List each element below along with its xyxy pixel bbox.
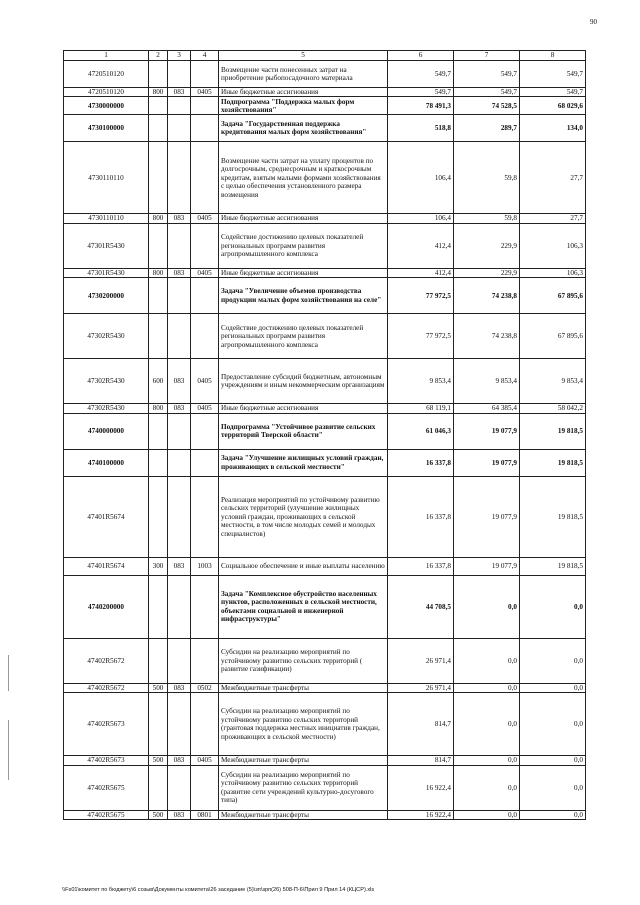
item-name-cell: Межбюджетные трансферты	[219, 683, 388, 692]
ministry-code-cell	[168, 223, 191, 268]
amount-col7-cell: 289,7	[454, 115, 520, 142]
column-header: 5	[219, 51, 388, 61]
expense-type-cell: 800	[149, 88, 168, 97]
table-row	[64, 683, 586, 692]
item-name-cell: Возмещение части затрат на уплату процентов по долгосрочным, среднесрочным и краткосрочным кредитам, взятым малыми формами хозяйствования с целью обеспечения установленного размера возмещения	[219, 142, 388, 214]
amount-col7-cell: 59,8	[454, 214, 520, 223]
amount-col6-cell: 77 972,5	[388, 278, 454, 314]
table-row	[64, 223, 586, 268]
section-code-cell	[191, 638, 219, 683]
expense-type-cell	[149, 142, 168, 214]
program-code-cell: 4720510120	[64, 61, 149, 88]
ministry-code-cell: 083	[168, 88, 191, 97]
column-header: 8	[520, 51, 586, 61]
ministry-code-cell	[168, 693, 191, 756]
section-code-cell: 0405	[191, 214, 219, 223]
amount-col6-cell: 9 853,4	[388, 359, 454, 404]
item-name-cell: Иные бюджетные ассигнования	[219, 268, 388, 277]
amount-col6-cell: 106,4	[388, 214, 454, 223]
section-code-cell	[191, 61, 219, 88]
column-header: 7	[454, 51, 520, 61]
file-path-footer: \\Fs01\комитет по бюджету\6 созыв\Документы комитета\26 заседание (5)\зп\зрп(26) 508-П-6\Прил 9 Прил 14 (КЦСР).xls	[62, 887, 375, 893]
ministry-code-cell	[168, 575, 191, 638]
amount-col6-cell: 412,4	[388, 223, 454, 268]
amount-col8-cell: 19 818,5	[520, 449, 586, 476]
item-name-cell: Задача "Увеличение объемов производства продукции малых форм хозяйствования на селе"	[219, 278, 388, 314]
amount-col7-cell: 64 385,4	[454, 404, 520, 413]
ministry-code-cell: 083	[168, 683, 191, 692]
table-row	[64, 314, 586, 359]
amount-col8-cell: 68 029,6	[520, 97, 586, 115]
program-code-cell: 4730110110	[64, 142, 149, 214]
expense-type-cell	[149, 97, 168, 115]
ministry-code-cell	[168, 97, 191, 115]
program-code-cell: 47302R5430	[64, 359, 149, 404]
amount-col8-cell: 67 895,6	[520, 278, 586, 314]
amount-col8-cell: 0,0	[520, 810, 586, 819]
program-code-cell: 47301R5430	[64, 223, 149, 268]
column-header: 6	[388, 51, 454, 61]
item-name-cell: Содействие достижению целевых показателей региональных программ развития агропромышленного комплекса	[219, 223, 388, 268]
amount-col6-cell: 814,7	[388, 756, 454, 765]
ministry-code-cell: 083	[168, 756, 191, 765]
ministry-code-cell: 083	[168, 810, 191, 819]
ministry-code-cell	[168, 142, 191, 214]
amount-col8-cell: 106,3	[520, 223, 586, 268]
section-code-cell: 0405	[191, 268, 219, 277]
amount-col6-cell: 814,7	[388, 693, 454, 756]
program-code-cell: 4730000000	[64, 97, 149, 115]
amount-col7-cell: 74 238,8	[454, 314, 520, 359]
ministry-code-cell	[168, 61, 191, 88]
table-row	[64, 278, 586, 314]
amount-col8-cell: 19 818,5	[520, 557, 586, 575]
table-row	[64, 693, 586, 756]
item-name-cell: Задача "Государственная поддержка кредитования малых форм хозяйствования"	[219, 115, 388, 142]
amount-col6-cell: 16 922,4	[388, 810, 454, 819]
expense-type-cell	[149, 638, 168, 683]
expense-type-cell	[149, 413, 168, 449]
table-row	[64, 404, 586, 413]
amount-col8-cell: 58 042,2	[520, 404, 586, 413]
amount-col7-cell: 19 077,9	[454, 557, 520, 575]
amount-col6-cell: 77 972,5	[388, 314, 454, 359]
amount-col6-cell: 61 046,3	[388, 413, 454, 449]
amount-col7-cell: 549,7	[454, 61, 520, 88]
ministry-code-cell: 083	[168, 404, 191, 413]
amount-col8-cell: 134,0	[520, 115, 586, 142]
amount-col8-cell: 19 818,5	[520, 413, 586, 449]
section-code-cell	[191, 449, 219, 476]
item-name-cell: Субсидии на реализацию мероприятий по устойчивому развитию сельских территорий ( развитие газификации)	[219, 638, 388, 683]
expense-type-cell	[149, 575, 168, 638]
expense-type-cell	[149, 765, 168, 810]
program-code-cell: 47402R5672	[64, 683, 149, 692]
program-code-cell: 4740100000	[64, 449, 149, 476]
amount-col7-cell: 19 077,9	[454, 476, 520, 557]
header-row	[64, 51, 586, 61]
ministry-code-cell: 083	[168, 557, 191, 575]
table-row	[64, 638, 586, 683]
ministry-code-cell: 083	[168, 359, 191, 404]
section-code-cell: 0801	[191, 810, 219, 819]
expense-type-cell: 600	[149, 359, 168, 404]
amount-col7-cell: 229,9	[454, 268, 520, 277]
amount-col6-cell: 16 922,4	[388, 765, 454, 810]
item-name-cell: Предоставление субсидий бюджетным, автономным учреждениям и иным некоммерческим организациям	[219, 359, 388, 404]
amount-col6-cell: 78 491,3	[388, 97, 454, 115]
program-code-cell: 4730110110	[64, 214, 149, 223]
item-name-cell: Иные бюджетные ассигнования	[219, 404, 388, 413]
amount-col7-cell: 0,0	[454, 756, 520, 765]
section-code-cell: 0502	[191, 683, 219, 692]
amount-col6-cell: 518,8	[388, 115, 454, 142]
amount-col7-cell: 19 077,9	[454, 449, 520, 476]
item-name-cell: Субсидии на реализацию мероприятий по устойчивому развитию сельских территорий (грантовая поддержка местных инициатив граждан, проживающих в сельской местности)	[219, 693, 388, 756]
amount-col7-cell: 0,0	[454, 575, 520, 638]
scan-margin-mark	[8, 655, 9, 691]
program-code-cell: 47302R5430	[64, 404, 149, 413]
ministry-code-cell	[168, 278, 191, 314]
table-row	[64, 268, 586, 277]
ministry-code-cell: 083	[168, 268, 191, 277]
item-name-cell: Реализация мероприятий по устойчивому развитию сельских территорий (улучшение жилищных условий граждан, проживающих в сельской местности, в том числе молодых семей и молодых специалистов)	[219, 476, 388, 557]
amount-col7-cell: 0,0	[454, 810, 520, 819]
amount-col6-cell: 68 119,1	[388, 404, 454, 413]
expense-type-cell: 300	[149, 557, 168, 575]
amount-col7-cell: 59,8	[454, 142, 520, 214]
table-row	[64, 413, 586, 449]
table-row	[64, 476, 586, 557]
section-code-cell: 0405	[191, 404, 219, 413]
amount-col7-cell: 19 077,9	[454, 413, 520, 449]
ministry-code-cell	[168, 638, 191, 683]
section-code-cell: 1003	[191, 557, 219, 575]
expense-type-cell	[149, 476, 168, 557]
item-name-cell: Социальное обеспечение и иные выплаты населению	[219, 557, 388, 575]
item-name-cell: Иные бюджетные ассигнования	[219, 88, 388, 97]
ministry-code-cell	[168, 765, 191, 810]
amount-col6-cell: 16 337,8	[388, 557, 454, 575]
amount-col7-cell: 0,0	[454, 638, 520, 683]
column-header: 4	[191, 51, 219, 61]
expense-type-cell: 500	[149, 683, 168, 692]
amount-col8-cell: 549,7	[520, 88, 586, 97]
section-code-cell: 0405	[191, 88, 219, 97]
ministry-code-cell	[168, 449, 191, 476]
amount-col7-cell: 74 528,5	[454, 97, 520, 115]
section-code-cell: 0405	[191, 359, 219, 404]
item-name-cell: Содействие достижению целевых показателей региональных программ развития агропромышленного комплекса	[219, 314, 388, 359]
item-name-cell: Возмещение части понесенных затрат на приобретение рыбопосадочного материала	[219, 61, 388, 88]
program-code-cell: 47302R5430	[64, 314, 149, 359]
item-name-cell: Иные бюджетные ассигнования	[219, 214, 388, 223]
amount-col8-cell: 0,0	[520, 683, 586, 692]
page-number: 90	[590, 18, 597, 26]
expense-type-cell: 500	[149, 756, 168, 765]
item-name-cell: Задача "Комплексное обустройство населенных пунктов, расположенных в сельской местности, объектами социальной и инженерной инфраструктуры"	[219, 575, 388, 638]
table-row	[64, 810, 586, 819]
expense-type-cell	[149, 61, 168, 88]
section-code-cell: 0405	[191, 756, 219, 765]
amount-col8-cell: 27,7	[520, 214, 586, 223]
amount-col6-cell: 549,7	[388, 88, 454, 97]
amount-col8-cell: 19 818,5	[520, 476, 586, 557]
amount-col6-cell: 16 337,8	[388, 476, 454, 557]
amount-col6-cell: 26 971,4	[388, 683, 454, 692]
item-name-cell: Межбюджетные трансферты	[219, 810, 388, 819]
expense-type-cell: 800	[149, 268, 168, 277]
amount-col6-cell: 106,4	[388, 142, 454, 214]
expense-type-cell	[149, 115, 168, 142]
table-row	[64, 97, 586, 115]
section-code-cell	[191, 142, 219, 214]
amount-col7-cell: 9 853,4	[454, 359, 520, 404]
section-code-cell	[191, 413, 219, 449]
amount-col6-cell: 26 971,4	[388, 638, 454, 683]
amount-col6-cell: 549,7	[388, 61, 454, 88]
expense-type-cell	[149, 223, 168, 268]
ministry-code-cell	[168, 314, 191, 359]
expense-type-cell: 800	[149, 404, 168, 413]
table-row	[64, 359, 586, 404]
amount-col7-cell: 229,9	[454, 223, 520, 268]
table-row	[64, 88, 586, 97]
program-code-cell: 4720510120	[64, 88, 149, 97]
expense-type-cell	[149, 314, 168, 359]
amount-col8-cell: 67 895,6	[520, 314, 586, 359]
section-code-cell	[191, 575, 219, 638]
section-code-cell	[191, 115, 219, 142]
expense-type-cell: 800	[149, 214, 168, 223]
table-row	[64, 61, 586, 88]
amount-col8-cell: 0,0	[520, 765, 586, 810]
column-header: 1	[64, 51, 149, 61]
program-code-cell: 4730100000	[64, 115, 149, 142]
table-row	[64, 142, 586, 214]
amount-col8-cell: 0,0	[520, 756, 586, 765]
program-code-cell: 4730200000	[64, 278, 149, 314]
program-code-cell: 4740200000	[64, 575, 149, 638]
table-row	[64, 765, 586, 810]
amount-col7-cell: 0,0	[454, 765, 520, 810]
amount-col7-cell: 549,7	[454, 88, 520, 97]
item-name-cell: Задача "Улучшение жилищных условий граждан, проживающих в сельской местности"	[219, 449, 388, 476]
table-row	[64, 449, 586, 476]
item-name-cell: Субсидии на реализацию мероприятий по устойчивому развитию сельских территорий (развитие сети учреждений культурно-досугового типа)	[219, 765, 388, 810]
ministry-code-cell	[168, 476, 191, 557]
program-code-cell: 47401R5674	[64, 557, 149, 575]
amount-col8-cell: 0,0	[520, 638, 586, 683]
amount-col8-cell: 9 853,4	[520, 359, 586, 404]
table-row	[64, 575, 586, 638]
table-row	[64, 214, 586, 223]
program-code-cell: 47301R5430	[64, 268, 149, 277]
amount-col6-cell: 44 708,5	[388, 575, 454, 638]
expense-type-cell	[149, 278, 168, 314]
column-header: 3	[168, 51, 191, 61]
table-row	[64, 557, 586, 575]
section-code-cell	[191, 97, 219, 115]
section-code-cell	[191, 476, 219, 557]
amount-col6-cell: 412,4	[388, 268, 454, 277]
table-row	[64, 115, 586, 142]
amount-col7-cell: 0,0	[454, 693, 520, 756]
amount-col8-cell: 106,3	[520, 268, 586, 277]
section-code-cell	[191, 693, 219, 756]
column-header: 2	[149, 51, 168, 61]
item-name-cell: Подпрограмма "Поддержка малых форм хозяйствования"	[219, 97, 388, 115]
expense-type-cell	[149, 449, 168, 476]
section-code-cell	[191, 765, 219, 810]
amount-col8-cell: 27,7	[520, 142, 586, 214]
section-code-cell	[191, 278, 219, 314]
section-code-cell	[191, 223, 219, 268]
program-code-cell: 47402R5673	[64, 756, 149, 765]
program-code-cell: 47402R5675	[64, 765, 149, 810]
amount-col8-cell: 0,0	[520, 693, 586, 756]
program-code-cell: 47402R5673	[64, 693, 149, 756]
section-code-cell	[191, 314, 219, 359]
amount-col7-cell: 74 238,8	[454, 278, 520, 314]
expense-type-cell	[149, 693, 168, 756]
amount-col8-cell: 549,7	[520, 61, 586, 88]
ministry-code-cell	[168, 115, 191, 142]
budget-table	[63, 50, 586, 820]
scan-margin-mark	[8, 720, 9, 780]
amount-col7-cell: 0,0	[454, 683, 520, 692]
expense-type-cell: 500	[149, 810, 168, 819]
item-name-cell: Подпрограмма "Устойчивое развитие сельских территорий Тверской области"	[219, 413, 388, 449]
amount-col6-cell: 16 337,8	[388, 449, 454, 476]
ministry-code-cell: 083	[168, 214, 191, 223]
program-code-cell: 4740000000	[64, 413, 149, 449]
program-code-cell: 47402R5675	[64, 810, 149, 819]
program-code-cell: 47401R5674	[64, 476, 149, 557]
item-name-cell: Межбюджетные трансферты	[219, 756, 388, 765]
table-row	[64, 756, 586, 765]
program-code-cell: 47402R5672	[64, 638, 149, 683]
ministry-code-cell	[168, 413, 191, 449]
amount-col8-cell: 0,0	[520, 575, 586, 638]
